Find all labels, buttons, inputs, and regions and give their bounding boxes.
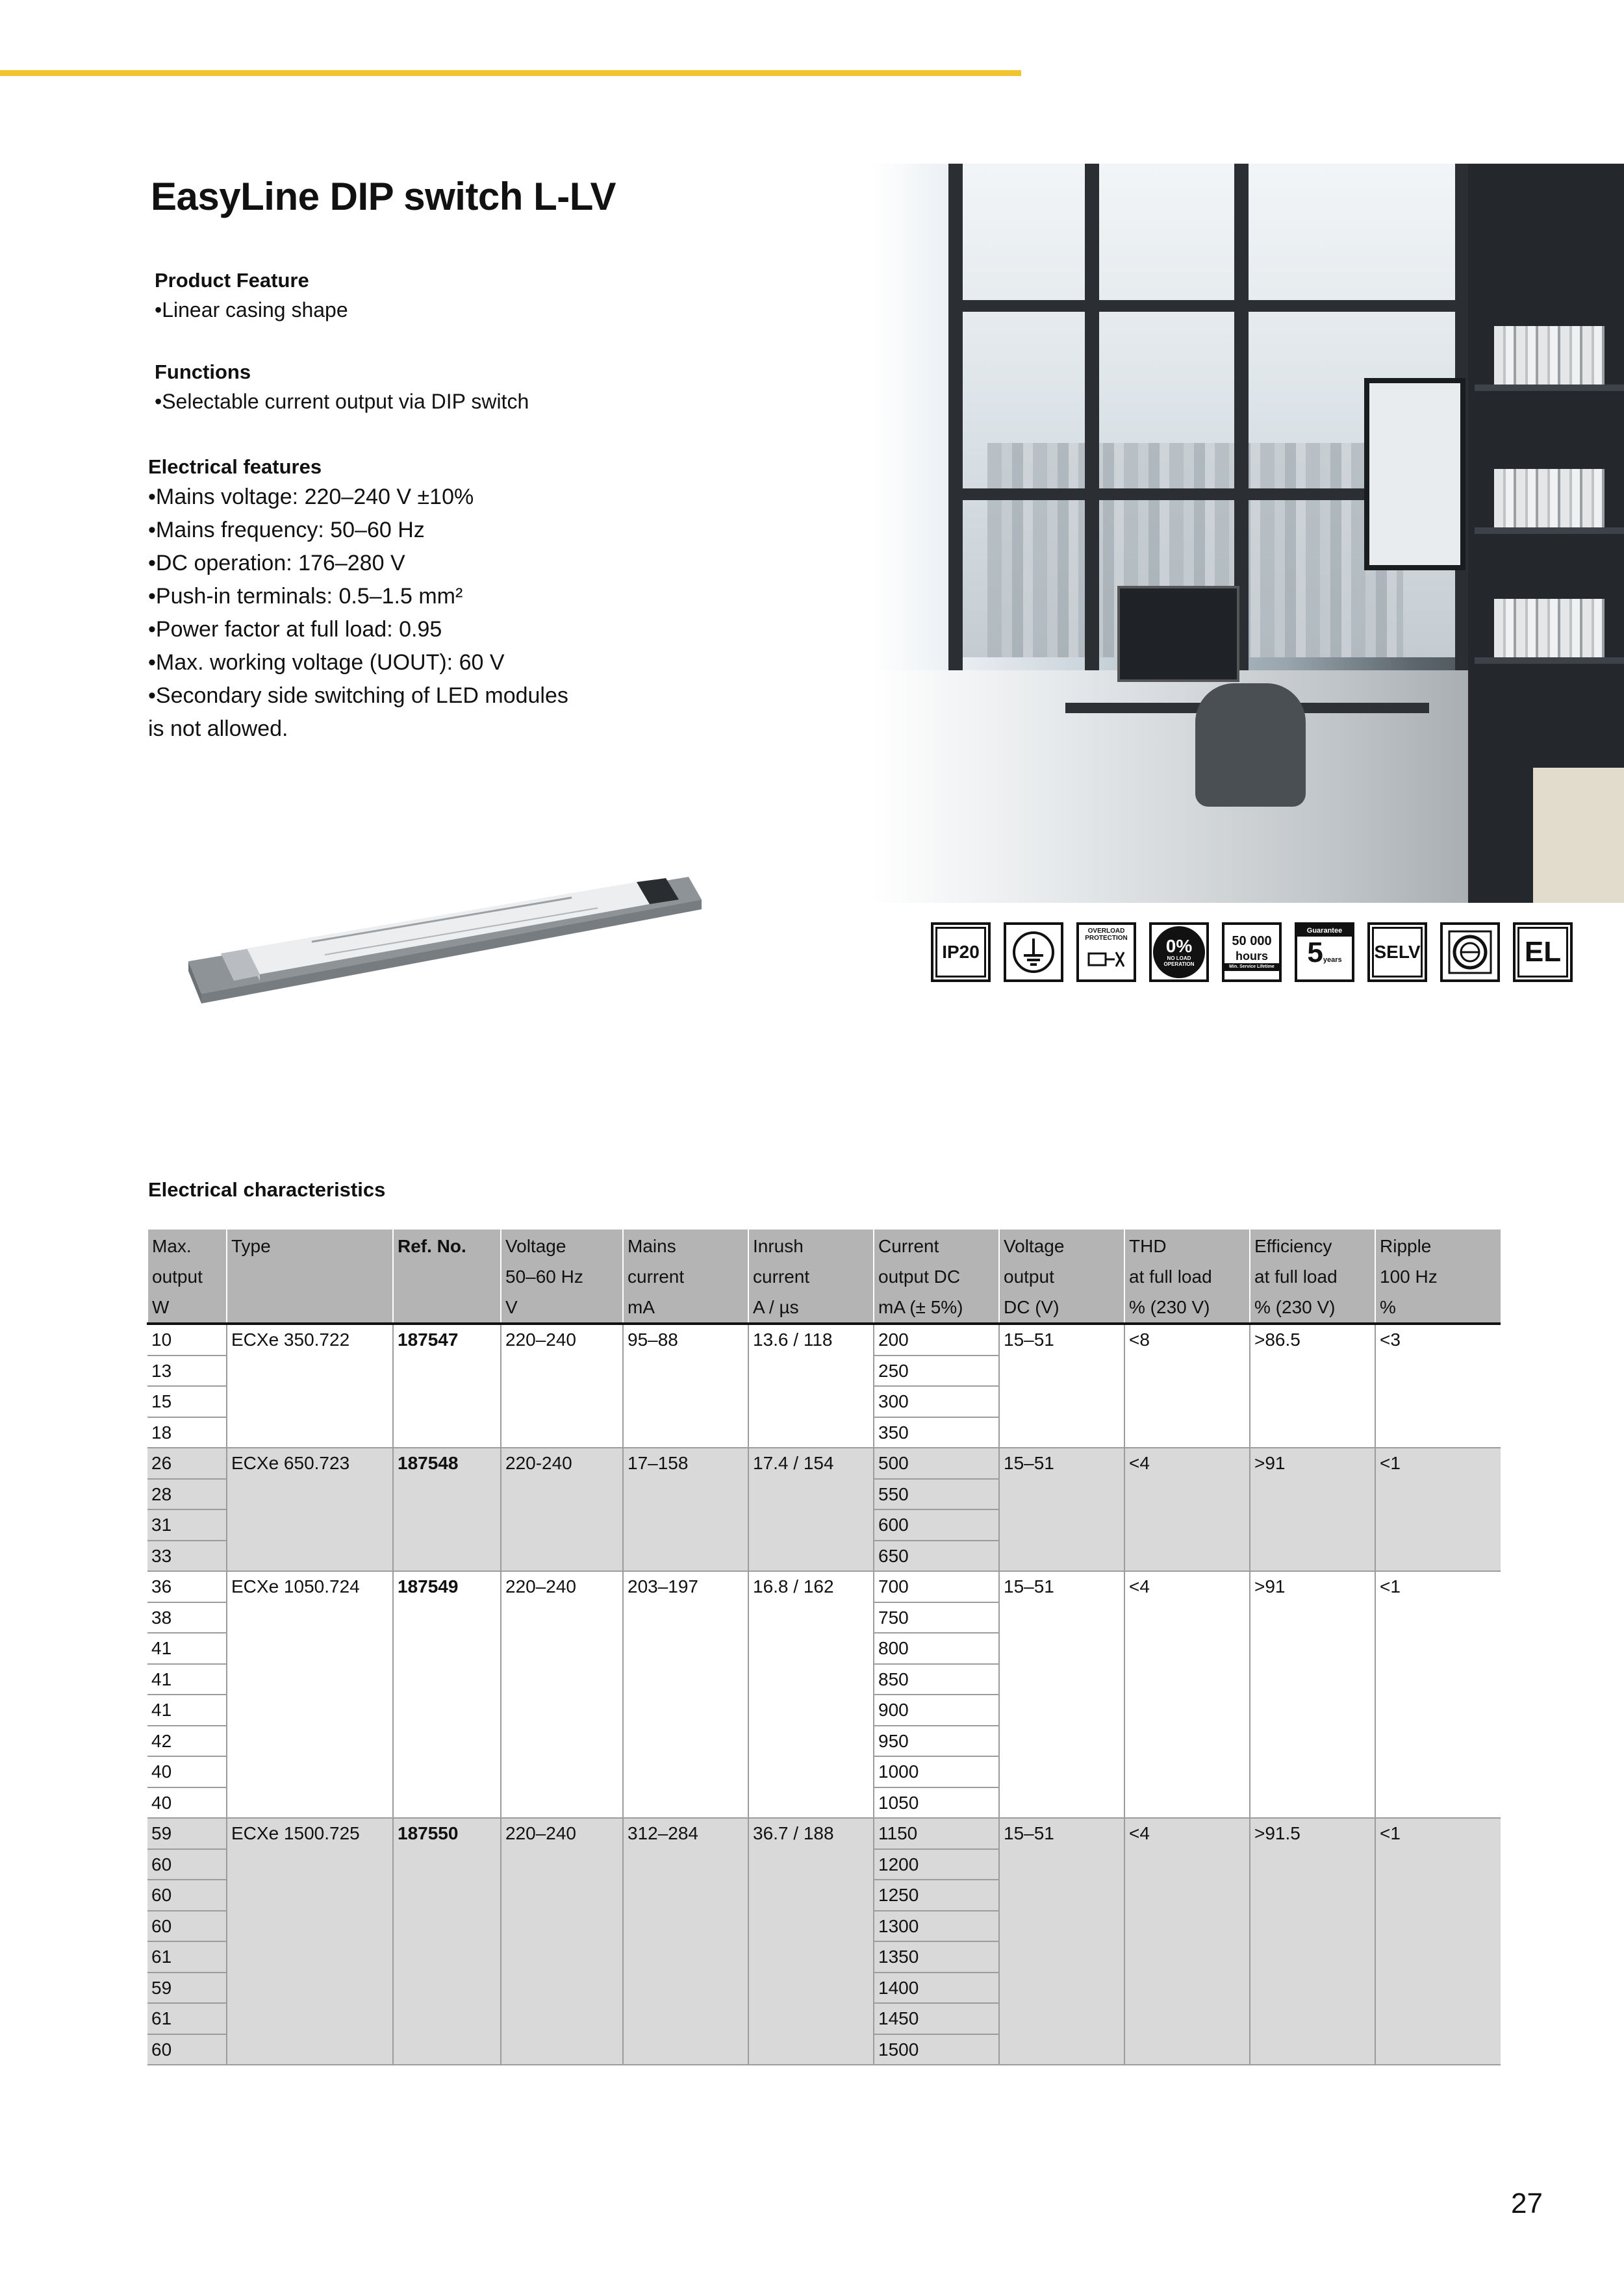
max-output-cell: 40 bbox=[147, 1756, 227, 1787]
photo-window-frame bbox=[1085, 164, 1099, 670]
voltage-output-cell: 15–51 bbox=[999, 1818, 1124, 2065]
ref-no-cell: 187550 bbox=[393, 1818, 501, 2065]
max-output-cell: 36 bbox=[147, 1571, 227, 1602]
current-output-cell: 750 bbox=[874, 1602, 999, 1634]
selv-icon bbox=[1367, 922, 1427, 982]
guarantee-label: Guarantee bbox=[1297, 925, 1352, 937]
electrical-feature-item: •Mains voltage: 220–240 V ±10% bbox=[148, 485, 474, 509]
electrical-feature-item: •DC operation: 176–280 V bbox=[148, 551, 405, 575]
functions-heading: Functions bbox=[155, 360, 251, 383]
column-header-line: W bbox=[152, 1297, 170, 1317]
current-output-cell: 900 bbox=[874, 1695, 999, 1726]
photo-cabinet bbox=[1533, 768, 1624, 903]
efficiency-cell: >91 bbox=[1250, 1571, 1375, 1818]
current-output-cell: 1000 bbox=[874, 1756, 999, 1787]
led-driver-product-image bbox=[182, 864, 715, 1013]
column-header bbox=[1250, 1230, 1375, 1324]
column-header-line: % (230 V) bbox=[1129, 1297, 1210, 1317]
office-photo bbox=[870, 164, 1624, 903]
column-header bbox=[1375, 1230, 1501, 1324]
inrush-current-cell: 13.6 / 118 bbox=[748, 1324, 874, 1448]
overload-protection-icon bbox=[1076, 922, 1136, 982]
column-header-line: % (230 V) bbox=[1254, 1297, 1336, 1317]
current-output-cell: 1350 bbox=[874, 1941, 999, 1973]
max-output-cell: 42 bbox=[147, 1726, 227, 1757]
ref-no-cell: 187549 bbox=[393, 1571, 501, 1818]
overload-protection-label: OVERLOAD PROTECTION bbox=[1085, 927, 1128, 942]
ref-no-cell: 187547 bbox=[393, 1324, 501, 1448]
type-cell: ECXe 650.723 bbox=[227, 1448, 393, 1571]
type-cell: ECXe 350.722 bbox=[227, 1324, 393, 1448]
column-header-line: 50–60 Hz bbox=[505, 1267, 583, 1287]
current-output-cell: 300 bbox=[874, 1386, 999, 1417]
ip20-icon bbox=[931, 922, 991, 982]
electrical-feature-item: is not allowed. bbox=[148, 716, 288, 741]
current-output-cell: 550 bbox=[874, 1479, 999, 1510]
max-output-cell: 26 bbox=[147, 1448, 227, 1479]
type-cell: ECXe 1050.724 bbox=[227, 1571, 393, 1818]
column-header-line: Efficiency bbox=[1254, 1236, 1332, 1256]
no-load-percent: 0% bbox=[1165, 936, 1193, 956]
current-output-cell: 700 bbox=[874, 1571, 999, 1602]
column-header-line: output DC bbox=[878, 1267, 961, 1287]
current-output-cell: 1050 bbox=[874, 1787, 999, 1819]
photo-books bbox=[1494, 469, 1605, 527]
column-header bbox=[623, 1230, 748, 1324]
column-header-line: Current bbox=[878, 1236, 939, 1256]
column-header-line: mA bbox=[628, 1297, 655, 1317]
current-output-cell: 850 bbox=[874, 1664, 999, 1695]
voltage-output-cell: 15–51 bbox=[999, 1324, 1124, 1448]
page-number: 27 bbox=[1511, 2188, 1543, 2219]
column-header bbox=[1124, 1230, 1250, 1324]
current-output-cell: 1150 bbox=[874, 1818, 999, 1849]
column-header bbox=[147, 1230, 227, 1324]
column-header bbox=[999, 1230, 1124, 1324]
current-output-cell: 1500 bbox=[874, 2034, 999, 2065]
max-output-cell: 18 bbox=[147, 1417, 227, 1448]
column-header-line: % bbox=[1380, 1297, 1396, 1317]
max-output-cell: 60 bbox=[147, 1880, 227, 1911]
current-output-cell: 800 bbox=[874, 1633, 999, 1664]
column-header bbox=[874, 1230, 999, 1324]
current-output-cell: 1250 bbox=[874, 1880, 999, 1911]
functions-item: •Selectable current output via DIP switch bbox=[155, 390, 529, 413]
ripple-cell: <1 bbox=[1375, 1448, 1501, 1571]
max-output-cell: 41 bbox=[147, 1633, 227, 1664]
column-header bbox=[748, 1230, 874, 1324]
column-header-line: at full load bbox=[1254, 1267, 1338, 1287]
electrical-features-heading: Electrical features bbox=[148, 455, 322, 478]
no-load-operation-icon bbox=[1149, 922, 1209, 982]
photo-wall-art bbox=[1364, 378, 1465, 570]
column-header bbox=[393, 1230, 501, 1324]
photo-window-frame bbox=[948, 164, 963, 670]
efficiency-cell: >91 bbox=[1250, 1448, 1375, 1571]
voltage-cell: 220–240 bbox=[501, 1324, 623, 1448]
column-header-line: Mains bbox=[628, 1236, 676, 1256]
current-output-cell: 1450 bbox=[874, 2003, 999, 2034]
electrical-feature-item: •Secondary side switching of LED modules bbox=[148, 683, 568, 708]
ripple-cell: <1 bbox=[1375, 1818, 1501, 2065]
inrush-current-cell: 16.8 / 162 bbox=[748, 1571, 874, 1818]
thd-cell: <4 bbox=[1124, 1571, 1250, 1818]
column-header-line: mA (± 5%) bbox=[878, 1297, 963, 1317]
photo-shelf bbox=[1475, 657, 1624, 664]
max-output-cell: 60 bbox=[147, 1911, 227, 1942]
max-output-cell: 10 bbox=[147, 1324, 227, 1356]
column-header-line: current bbox=[628, 1267, 685, 1287]
max-output-cell: 60 bbox=[147, 1849, 227, 1880]
selv-label: SELV bbox=[1374, 942, 1421, 962]
column-header-line: DC (V) bbox=[1004, 1297, 1059, 1317]
page-title: EasyLine DIP switch L-LV bbox=[151, 175, 616, 218]
efficiency-cell: >91.5 bbox=[1250, 1818, 1375, 2065]
current-output-cell: 600 bbox=[874, 1509, 999, 1541]
product-feature-item: •Linear casing shape bbox=[155, 298, 348, 322]
electrical-feature-item: •Push-in terminals: 0.5–1.5 mm² bbox=[148, 584, 463, 609]
el-icon bbox=[1513, 922, 1573, 982]
current-output-cell: 200 bbox=[874, 1324, 999, 1356]
el-label: EL bbox=[1524, 936, 1562, 968]
column-header-line: at full load bbox=[1129, 1267, 1212, 1287]
voltage-cell: 220–240 bbox=[501, 1571, 623, 1818]
column-header-line bbox=[231, 1292, 388, 1322]
current-output-cell: 950 bbox=[874, 1726, 999, 1757]
column-header-line: output bbox=[152, 1267, 203, 1287]
current-output-cell: 500 bbox=[874, 1448, 999, 1479]
column-header-line: Ref. No. bbox=[398, 1236, 466, 1256]
table-row bbox=[147, 1448, 1501, 1479]
inrush-current-cell: 17.4 / 154 bbox=[748, 1448, 874, 1571]
product-feature-heading: Product Feature bbox=[155, 269, 309, 292]
column-header-line: Ripple bbox=[1380, 1236, 1432, 1256]
ripple-cell: <3 bbox=[1375, 1324, 1501, 1448]
max-output-cell: 38 bbox=[147, 1602, 227, 1634]
electrical-feature-item: •Power factor at full load: 0.95 bbox=[148, 617, 442, 642]
column-header-line: Voltage bbox=[1004, 1236, 1065, 1256]
max-output-cell: 31 bbox=[147, 1509, 227, 1541]
column-header-line: Type bbox=[231, 1236, 271, 1256]
table-row bbox=[147, 1818, 1501, 1849]
current-output-cell: 1200 bbox=[874, 1849, 999, 1880]
guarantee-icon bbox=[1295, 922, 1354, 982]
transformer-icon bbox=[1440, 922, 1500, 982]
column-header-line: Inrush bbox=[753, 1236, 804, 1256]
current-output-cell: 1300 bbox=[874, 1911, 999, 1942]
thd-cell: <4 bbox=[1124, 1818, 1250, 2065]
photo-books bbox=[1494, 599, 1605, 657]
efficiency-cell: >86.5 bbox=[1250, 1324, 1375, 1448]
max-output-cell: 41 bbox=[147, 1664, 227, 1695]
electrical-feature-item: •Max. working voltage (UOUT): 60 V bbox=[148, 650, 505, 675]
current-output-cell: 1400 bbox=[874, 1973, 999, 2004]
max-output-cell: 28 bbox=[147, 1479, 227, 1510]
photo-chair bbox=[1195, 683, 1306, 807]
thd-cell: <4 bbox=[1124, 1448, 1250, 1571]
ripple-cell: <1 bbox=[1375, 1571, 1501, 1818]
voltage-output-cell: 15–51 bbox=[999, 1571, 1124, 1818]
column-header-line: current bbox=[753, 1267, 810, 1287]
top-accent-bar bbox=[0, 70, 1021, 76]
max-output-cell: 33 bbox=[147, 1541, 227, 1572]
table-row bbox=[147, 1571, 1501, 1602]
ip20-label: IP20 bbox=[942, 942, 980, 962]
max-output-cell: 61 bbox=[147, 1941, 227, 1973]
mains-current-cell: 203–197 bbox=[623, 1571, 748, 1818]
photo-monitor bbox=[1117, 586, 1239, 682]
column-header-line: Max. bbox=[152, 1236, 192, 1256]
inrush-current-cell: 36.7 / 188 bbox=[748, 1818, 874, 2065]
column-header-line: 100 Hz bbox=[1380, 1267, 1438, 1287]
table-row bbox=[147, 1324, 1501, 1356]
voltage-cell: 220–240 bbox=[501, 1818, 623, 2065]
hours-sublabel: Min. Service Lifetime bbox=[1224, 963, 1279, 971]
max-output-cell: 41 bbox=[147, 1695, 227, 1726]
current-output-cell: 650 bbox=[874, 1541, 999, 1572]
mains-current-cell: 17–158 bbox=[623, 1448, 748, 1571]
photo-window-frame bbox=[948, 300, 1468, 312]
product-feature-block bbox=[155, 268, 348, 326]
functions-block bbox=[155, 359, 529, 418]
electrical-features-block bbox=[148, 453, 577, 746]
max-output-cell: 40 bbox=[147, 1787, 227, 1819]
column-header bbox=[227, 1230, 393, 1324]
column-header-line: output bbox=[1004, 1267, 1054, 1287]
current-output-cell: 350 bbox=[874, 1417, 999, 1448]
electrical-feature-item: •Mains frequency: 50–60 Hz bbox=[148, 518, 425, 542]
hours-label: hours bbox=[1235, 950, 1268, 963]
thd-cell: <8 bbox=[1124, 1324, 1250, 1448]
no-load-label: NO LOAD OPERATION bbox=[1163, 955, 1195, 967]
column-header-line bbox=[231, 1261, 388, 1292]
max-output-cell: 61 bbox=[147, 2003, 227, 2034]
max-output-cell: 60 bbox=[147, 2034, 227, 2065]
protective-earth-icon bbox=[1004, 922, 1063, 982]
column-header-line: THD bbox=[1129, 1236, 1167, 1256]
column-header-line: A / µs bbox=[753, 1297, 799, 1317]
guarantee-years-number: 5 bbox=[1307, 937, 1323, 968]
max-output-cell: 59 bbox=[147, 1818, 227, 1849]
service-lifetime-icon bbox=[1222, 922, 1282, 982]
max-output-cell: 13 bbox=[147, 1356, 227, 1387]
column-header-line bbox=[398, 1261, 496, 1292]
type-cell: ECXe 1500.725 bbox=[227, 1818, 393, 2065]
voltage-cell: 220-240 bbox=[501, 1448, 623, 1571]
mains-current-cell: 312–284 bbox=[623, 1818, 748, 2065]
mains-current-cell: 95–88 bbox=[623, 1324, 748, 1448]
column-header-line bbox=[398, 1292, 496, 1322]
max-output-cell: 59 bbox=[147, 1973, 227, 2004]
column-header bbox=[501, 1230, 623, 1324]
photo-shelf bbox=[1475, 385, 1624, 391]
photo-shelf bbox=[1475, 527, 1624, 534]
table-title: Electrical characteristics bbox=[148, 1178, 386, 1201]
column-header-line: Voltage bbox=[505, 1236, 566, 1256]
guarantee-years-unit: years bbox=[1323, 956, 1342, 964]
ref-no-cell: 187548 bbox=[393, 1448, 501, 1571]
column-header-line: V bbox=[505, 1297, 518, 1317]
photo-books bbox=[1494, 326, 1605, 385]
electrical-characteristics-table bbox=[147, 1230, 1501, 2065]
current-output-cell: 250 bbox=[874, 1356, 999, 1387]
hours-number: 50 000 bbox=[1232, 934, 1272, 948]
voltage-output-cell: 15–51 bbox=[999, 1448, 1124, 1571]
max-output-cell: 15 bbox=[147, 1386, 227, 1417]
